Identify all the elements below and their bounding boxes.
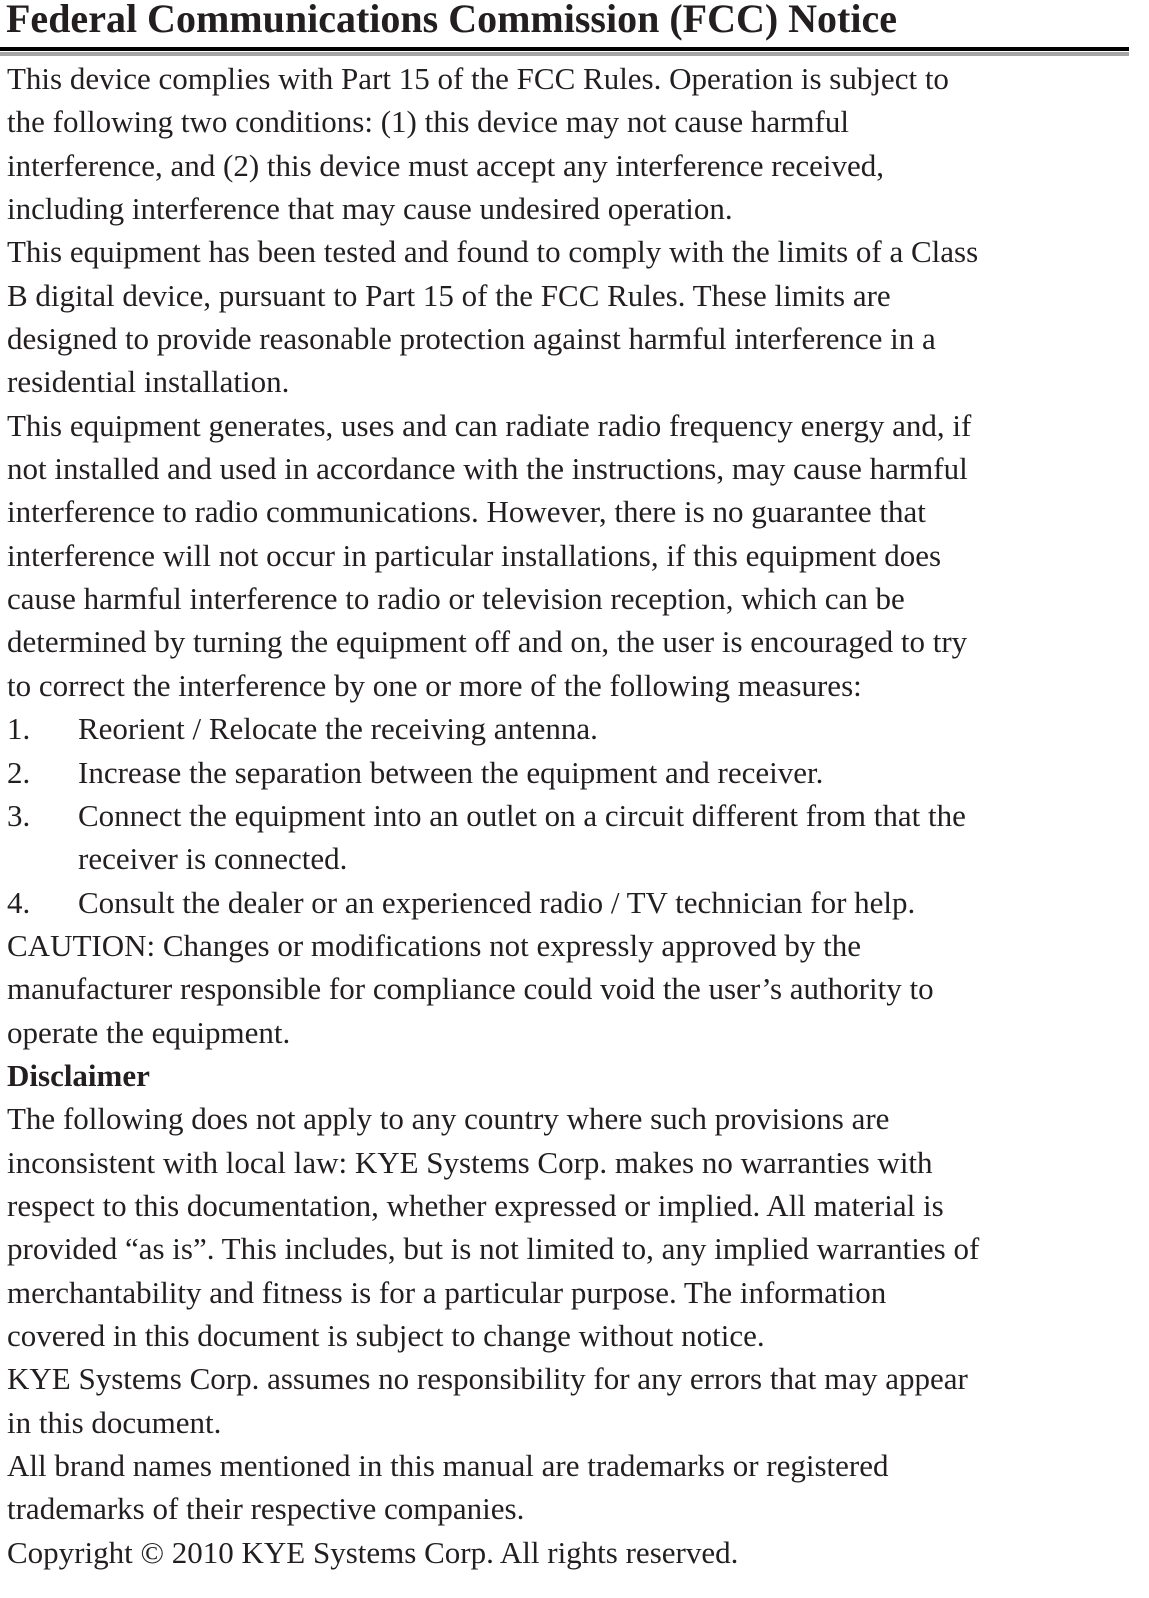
paragraph [7,404,979,707]
paragraph [7,57,979,230]
paragraph [7,230,979,403]
text-line: the following two conditions: (1) this device may not cause harmful [7,104,849,140]
text-line: B digital device, pursuant to Part 15 of the FCC Rules. These limits are [7,277,891,313]
text-line: This equipment has been tested and found to comply with the limits of a Class [7,234,979,270]
list-item [7,751,979,794]
text-line: determined by turning the equipment off and on, the user is encouraged to try [7,624,968,660]
text-line: inconsistent with local law: KYE Systems Corp. makes no warranties with [7,1144,933,1180]
page-title: Federal Communications Commission (FCC) Notice [6,0,897,41]
text-line: operate the equipment. [7,1014,291,1050]
paragraph [7,924,979,1054]
list-text: Increase the separation between the equipment and receiver. [78,754,824,790]
text-line: merchantability and fitness is for a particular purpose. The information [7,1274,887,1310]
text-line: interference will not occur in particular installations, if this equipment does [7,537,942,573]
text-line: CAUTION: Changes or modifications not expressly approved by the [7,927,862,963]
list-number: 2. [7,754,31,790]
text-line: All brand names mentioned in this manual are trademarks or registered [7,1448,889,1483]
list-item-line [7,794,979,837]
list-number [7,837,78,880]
text-line: provided “as is”. This includes, but is not limited to, any implied warranties of [7,1231,980,1267]
paragraph [7,1444,979,1531]
text-line: The following does not apply to any country where such provisions are [7,1101,890,1137]
list-item-line [7,881,979,924]
list-item [7,707,979,750]
text-line: cause harmful interference to radio or television reception, which can be [7,581,905,617]
list-item-line [7,707,979,750]
text-line: designed to provide reasonable protection against harmful interference in a [7,321,936,357]
text-line: not installed and used in accordance with the instructions, may cause harmful [7,451,968,487]
text-line: manufacturer responsible for compliance could void the user’s authority to [7,971,934,1007]
text-line: This device complies with Part 15 of the FCC Rules. Operation is subject to [7,61,949,96]
paragraph [7,1097,979,1357]
text-line: Copyright © 2010 KYE Systems Corp. All rights reserved. [7,1534,739,1570]
section-heading [7,1054,979,1097]
text-line: residential installation. [7,364,290,400]
text-line: to correct the interference by one or more of the following measures: [7,667,862,703]
text-line: covered in this document is subject to change without notice. [7,1317,765,1353]
list-item-line [7,837,979,880]
list-number: 3. [7,797,31,833]
paragraph [7,1357,979,1444]
text-line: KYE Systems Corp. assumes no responsibility for any errors that may appear [7,1361,968,1397]
list-text: Reorient / Relocate the receiving antenna. [78,711,598,747]
list-number: 4. [7,884,31,920]
text-line: respect to this documentation, whether expressed or implied. All material is [7,1187,944,1223]
paragraph [7,1531,979,1574]
text-line: in this document. [7,1404,222,1440]
list-item-line [7,751,979,794]
text-line: Disclaimer [7,1057,150,1093]
text-line: interference, and (2) this device must accept any interference received, [7,147,884,183]
text-line: This equipment generates, uses and can radiate radio frequency energy and, if [7,407,972,443]
list-number: 1. [7,711,31,747]
text-line: including interference that may cause undesired operation. [7,191,733,227]
list-item [7,794,979,881]
list-text: Consult the dealer or an experienced radio / TV technician for help. [78,884,916,920]
text-line: trademarks of their respective companies. [7,1491,525,1527]
list-text: receiver is connected. [78,841,348,877]
text-line: interference to radio communications. However, there is no guarantee that [7,494,926,530]
title-rule [0,47,1129,51]
list-item [7,881,979,924]
title-rule-shadow [0,52,1129,56]
list-text: Connect the equipment into an outlet on a circuit different from that the [78,797,966,833]
document-body [7,57,979,1574]
